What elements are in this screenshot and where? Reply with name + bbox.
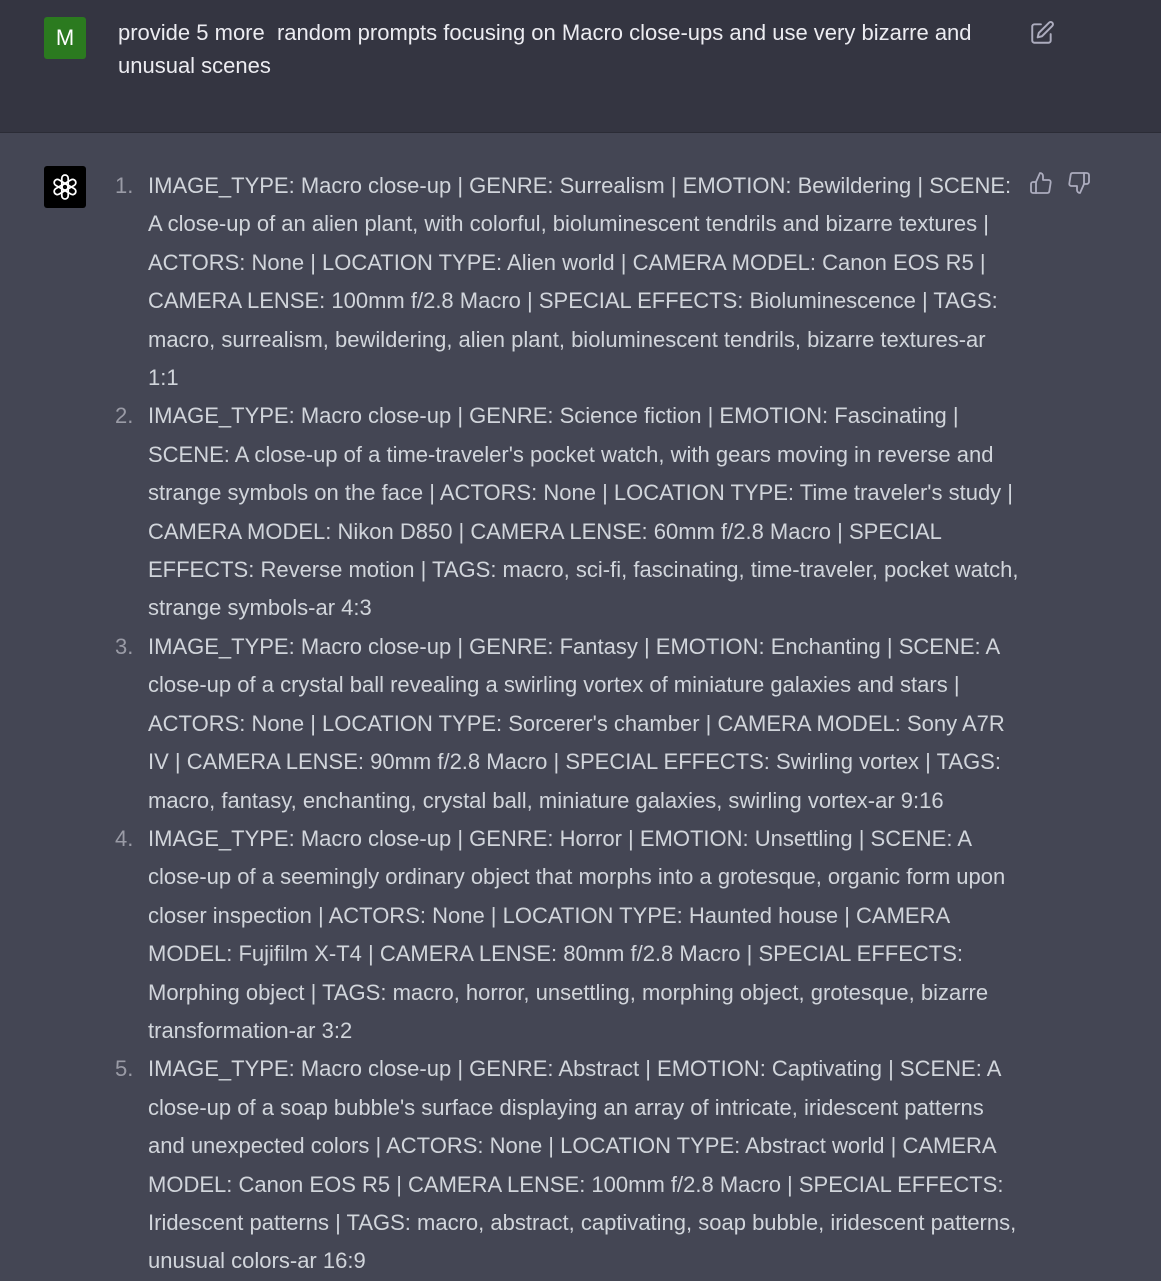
thumbs-down-icon [1067, 171, 1093, 195]
list-item-number: 4. [115, 825, 134, 851]
list-item-text: IMAGE_TYPE: Macro close-up | GENRE: Horror | EMOTION: Unsettling | SCENE: A close-up of a seemingly ordinary object that morphs into a grotesque, organic form upon closer inspection | ACTORS: None | LOCATION TYPE: Haunted house | CAMERA MODEL: Fujifilm X-T4 | CAMERA LENSE: 80mm f/2.8 Macro | SPECIAL EFFECTS: Morphing object | TAGS: macro, horror, unsettling, morphing object, grotesque, bizarre transformation-ar 3:2 [148, 825, 1006, 1043]
user-message [0, 0, 1161, 133]
thumbs-up-button[interactable] [1029, 171, 1055, 197]
assistant-avatar [44, 166, 86, 208]
list-item [115, 820, 1020, 1050]
thumbs-down-button[interactable] [1067, 171, 1093, 197]
list-item-text: IMAGE_TYPE: Macro close-up | GENRE: Surrealism | EMOTION: Bewildering | SCENE: A close-up of an alien plant, with colorful, bioluminescent tendrils and bizarre textures | ACTORS: None | LOCATION TYPE: Alien world | CAMERA MODEL: Canon EOS R5 | CAMERA LENSE: 100mm f/2.8 Macro | SPECIAL EFFECTS: Bioluminescence | TAGS: macro, surrealism, bewildering, alien plant, bioluminescent tendrils, bizarre textures-ar 1:1 [148, 173, 1012, 391]
list-item-number: 3. [115, 633, 134, 659]
edit-message-button[interactable] [1029, 20, 1055, 46]
list-item [115, 628, 1020, 820]
prompt-list [115, 167, 1020, 1281]
list-item-number: 2. [115, 403, 134, 429]
assistant-message [0, 133, 1161, 1280]
list-item-number: 5. [115, 1056, 134, 1082]
edit-icon [1029, 20, 1055, 46]
thumbs-up-icon [1029, 171, 1055, 195]
openai-logo-icon [49, 171, 81, 203]
list-item [115, 1050, 1020, 1280]
list-item-text: IMAGE_TYPE: Macro close-up | GENRE: Science fiction | EMOTION: Fascinating | SCENE: A close-up of a time-traveler's pocket watch, with gears moving in reverse and strange symbols on the face | ACTORS: None | LOCATION TYPE: Time traveler's study | CAMERA MODEL: Nikon D850 | CAMERA LENSE: 60mm f/2.8 Macro | SPECIAL EFFECTS: Reverse motion | TAGS: macro, sci-fi, fascinating, time-traveler, pocket watch, strange symbols-ar 4:3 [148, 403, 1019, 621]
list-item-text: IMAGE_TYPE: Macro close-up | GENRE: Abstract | EMOTION: Captivating | SCENE: A close-up of a soap bubble's surface displaying an array of intricate, iridescent patterns and unexpected colors | ACTORS: None | LOCATION TYPE: Abstract world | CAMERA MODEL: Canon EOS R5 | CAMERA LENSE: 100mm f/2.8 Macro | SPECIAL EFFECTS: Iridescent patterns | TAGS: macro, abstract, captivating, soap bubble, iridescent patterns, unusual colors-ar 16:9 [148, 1056, 1017, 1274]
user-message-text: provide 5 more random prompts focusing on Macro close-ups and use very bizarre and unusual scenes [118, 20, 978, 78]
list-item-text: IMAGE_TYPE: Macro close-up | GENRE: Fantasy | EMOTION: Enchanting | SCENE: A close-up of a crystal ball revealing a swirling vortex of miniature galaxies and stars | ACTORS: None | LOCATION TYPE: Sorcerer's chamber | CAMERA MODEL: Sony A7R IV | CAMERA LENSE: 90mm f/2.8 Macro | SPECIAL EFFECTS: Swirling vortex | TAGS: macro, fantasy, enchanting, crystal ball, miniature galaxies, swirling vortex-ar 9:16 [148, 633, 1005, 813]
user-avatar: M [44, 17, 86, 59]
list-item [115, 397, 1020, 627]
list-item [115, 167, 1020, 397]
list-item-number: 1. [115, 173, 134, 198]
